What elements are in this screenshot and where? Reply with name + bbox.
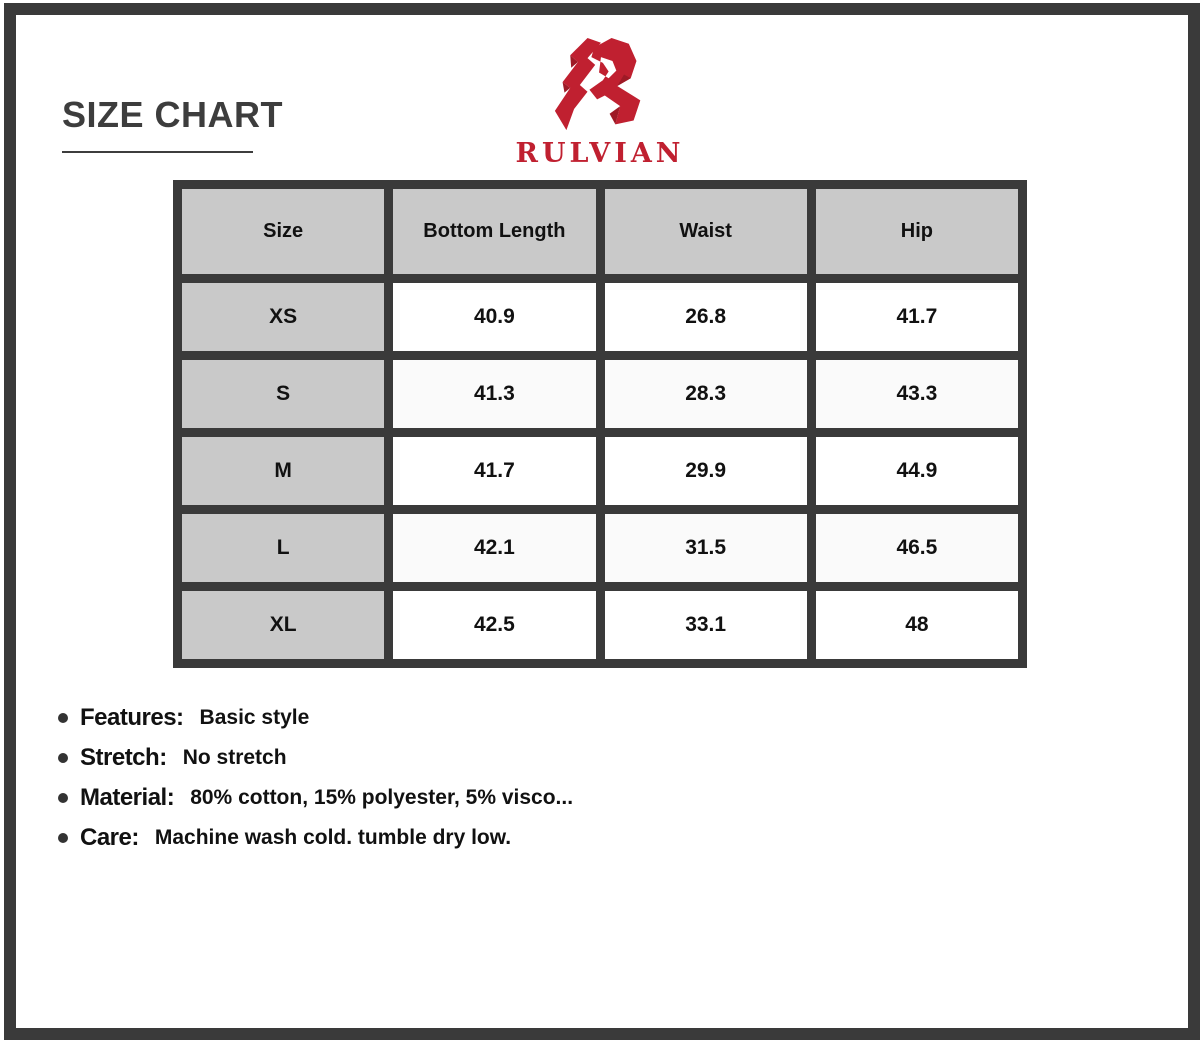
value-cell: 41.3 xyxy=(393,360,595,428)
value-cell: 33.1 xyxy=(605,591,807,659)
list-item xyxy=(58,778,573,818)
value-cell: 26.8 xyxy=(605,283,807,351)
rulvian-r-logo-icon xyxy=(552,34,648,136)
column-header-waist: Waist xyxy=(605,189,807,274)
detail-value: Machine wash cold. tumble dry low. xyxy=(154,826,512,849)
detail-label: Stretch: xyxy=(80,744,167,771)
value-cell: 42.1 xyxy=(393,514,595,582)
table-row xyxy=(182,437,1018,505)
value-cell: 28.3 xyxy=(605,360,807,428)
brand-logo xyxy=(0,34,1200,169)
table-row xyxy=(182,514,1018,582)
bullet-icon xyxy=(58,713,68,723)
detail-value: Basic style xyxy=(199,706,310,729)
bullet-icon xyxy=(58,793,68,803)
product-details-list xyxy=(58,698,573,858)
table-row xyxy=(182,283,1018,351)
value-cell: 31.5 xyxy=(605,514,807,582)
value-cell: 42.5 xyxy=(393,591,595,659)
table-row xyxy=(182,591,1018,659)
value-cell: 41.7 xyxy=(816,283,1018,351)
page-title: SIZE CHART xyxy=(62,94,283,135)
value-cell: 46.5 xyxy=(816,514,1018,582)
table-row xyxy=(182,360,1018,428)
table-header-row xyxy=(182,189,1018,274)
value-cell: 48 xyxy=(816,591,1018,659)
list-item xyxy=(58,818,573,858)
detail-value: No stretch xyxy=(182,746,287,769)
size-cell: L xyxy=(182,514,384,582)
value-cell: 41.7 xyxy=(393,437,595,505)
value-cell: 44.9 xyxy=(816,437,1018,505)
column-header-hip: Hip xyxy=(816,189,1018,274)
value-cell: 40.9 xyxy=(393,283,595,351)
size-cell: XL xyxy=(182,591,384,659)
size-chart-table xyxy=(173,180,1027,668)
brand-name: RULVIAN xyxy=(515,138,685,169)
detail-label: Material: xyxy=(80,784,175,811)
detail-label: Care: xyxy=(80,824,139,851)
detail-label: Features: xyxy=(80,704,184,731)
size-cell: XS xyxy=(182,283,384,351)
size-cell: M xyxy=(182,437,384,505)
list-item xyxy=(58,738,573,778)
value-cell: 43.3 xyxy=(816,360,1018,428)
column-header-size: Size xyxy=(182,189,384,274)
value-cell: 29.9 xyxy=(605,437,807,505)
column-header-bottom-length: Bottom Length xyxy=(393,189,595,274)
bullet-icon xyxy=(58,753,68,763)
list-item xyxy=(58,698,573,738)
bullet-icon xyxy=(58,833,68,843)
detail-value: 80% cotton, 15% polyester, 5% visco... xyxy=(190,786,574,809)
size-cell: S xyxy=(182,360,384,428)
